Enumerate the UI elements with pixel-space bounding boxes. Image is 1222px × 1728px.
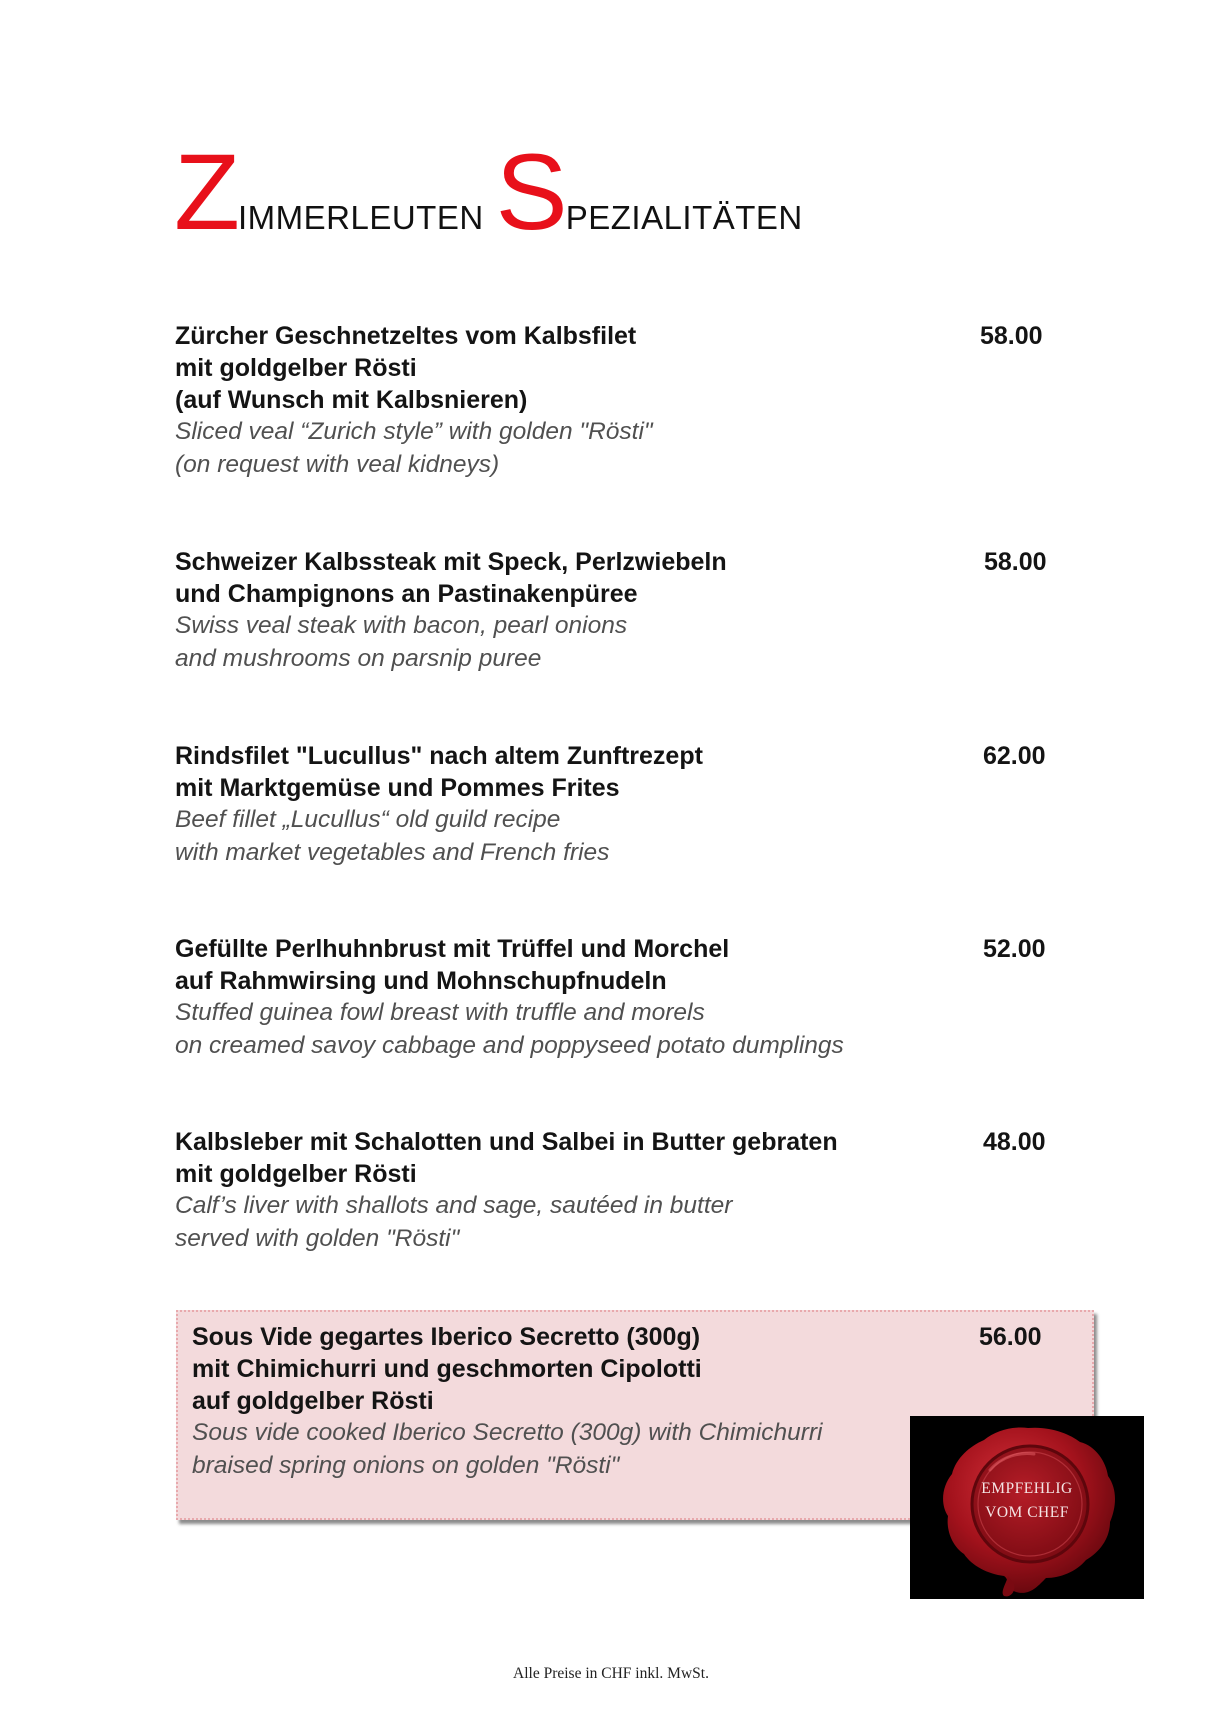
item-german-line: mit Marktgemüse und Pommes Frites bbox=[175, 774, 620, 802]
item-english-line: braised spring onions on golden "Rösti" bbox=[192, 1451, 620, 1479]
item-english-line: served with golden "Rösti" bbox=[175, 1224, 460, 1252]
seal-text-line2: VOM CHEF bbox=[985, 1504, 1069, 1521]
menu-item bbox=[175, 740, 1055, 869]
item-english-line: Stuffed guinea fowl breast with truffle and morels bbox=[175, 999, 705, 1026]
item-price: 62.00 bbox=[983, 742, 1046, 770]
chef-recommendation-seal bbox=[910, 1416, 1144, 1599]
item-english-line: Calf’s liver with shallots and sage, sautéed in butter bbox=[175, 1192, 733, 1219]
item-german-line: Sous Vide gegartes Iberico Secretto (300g) bbox=[192, 1323, 701, 1351]
item-price: 52.00 bbox=[983, 935, 1046, 963]
menu-item bbox=[175, 546, 1055, 675]
item-german-line: Rindsfilet "Lucullus" nach altem Zunftrezept bbox=[175, 742, 703, 770]
item-price: 56.00 bbox=[979, 1323, 1042, 1351]
item-german-line: Schweizer Kalbssteak mit Speck, Perlzwiebeln bbox=[175, 548, 727, 576]
item-price: 48.00 bbox=[983, 1128, 1046, 1156]
item-english-line: with market vegetables and French fries bbox=[175, 838, 610, 866]
item-german-line: und Champignons an Pastinakenpüree bbox=[175, 580, 638, 608]
item-german-line: auf goldgelber Rösti bbox=[192, 1387, 434, 1415]
item-english-line: on creamed savoy cabbage and poppyseed potato dumplings bbox=[175, 1031, 844, 1059]
title-initial-s: S bbox=[495, 131, 566, 252]
item-price: 58.00 bbox=[980, 322, 1043, 350]
item-german-line: Zürcher Geschnetzeltes vom Kalbsfilet bbox=[175, 322, 637, 350]
item-german-line: (auf Wunsch mit Kalbsnieren) bbox=[175, 386, 528, 414]
price-footnote: Alle Preise in CHF inkl. MwSt. bbox=[513, 1665, 709, 1682]
item-english-line: (on request with veal kidneys) bbox=[175, 450, 500, 478]
item-english-line: Swiss veal steak with bacon, pearl onions bbox=[175, 612, 628, 639]
item-german-line: mit Chimichurri und geschmorten Cipolotti bbox=[192, 1355, 702, 1383]
item-english-line: Sliced veal “Zurich style” with golden "Rösti" bbox=[175, 418, 653, 445]
item-english-line: Sous vide cooked Iberico Secretto (300g) with Chimichurri bbox=[192, 1419, 823, 1446]
item-german-line: auf Rahmwirsing und Mohnschupfnudeln bbox=[175, 967, 667, 995]
item-german-line: Kalbsleber mit Schalotten und Salbei in Butter gebraten bbox=[175, 1128, 838, 1156]
item-german-line: mit goldgelber Rösti bbox=[175, 1160, 417, 1188]
menu-item bbox=[175, 933, 1055, 1062]
item-price: 58.00 bbox=[984, 548, 1047, 576]
item-english-line: and mushrooms on parsnip puree bbox=[175, 644, 542, 672]
page-title bbox=[174, 131, 803, 252]
item-english-line: Beef fillet „Lucullus“ old guild recipe bbox=[175, 806, 561, 833]
item-german-line: mit goldgelber Rösti bbox=[175, 354, 417, 382]
title-word-spezialitaeten: PEZIALITÄTEN bbox=[565, 199, 803, 236]
title-word-zimmerleuten: IMMERLEUTEN bbox=[237, 199, 484, 236]
title-initial-z: Z bbox=[174, 131, 238, 252]
item-german-line: Gefüllte Perlhuhnbrust mit Trüffel und Morchel bbox=[175, 935, 730, 963]
menu-item bbox=[175, 320, 1055, 481]
seal-text-line1: EMPFEHLIG bbox=[981, 1480, 1073, 1497]
menu-item bbox=[175, 1126, 1055, 1255]
